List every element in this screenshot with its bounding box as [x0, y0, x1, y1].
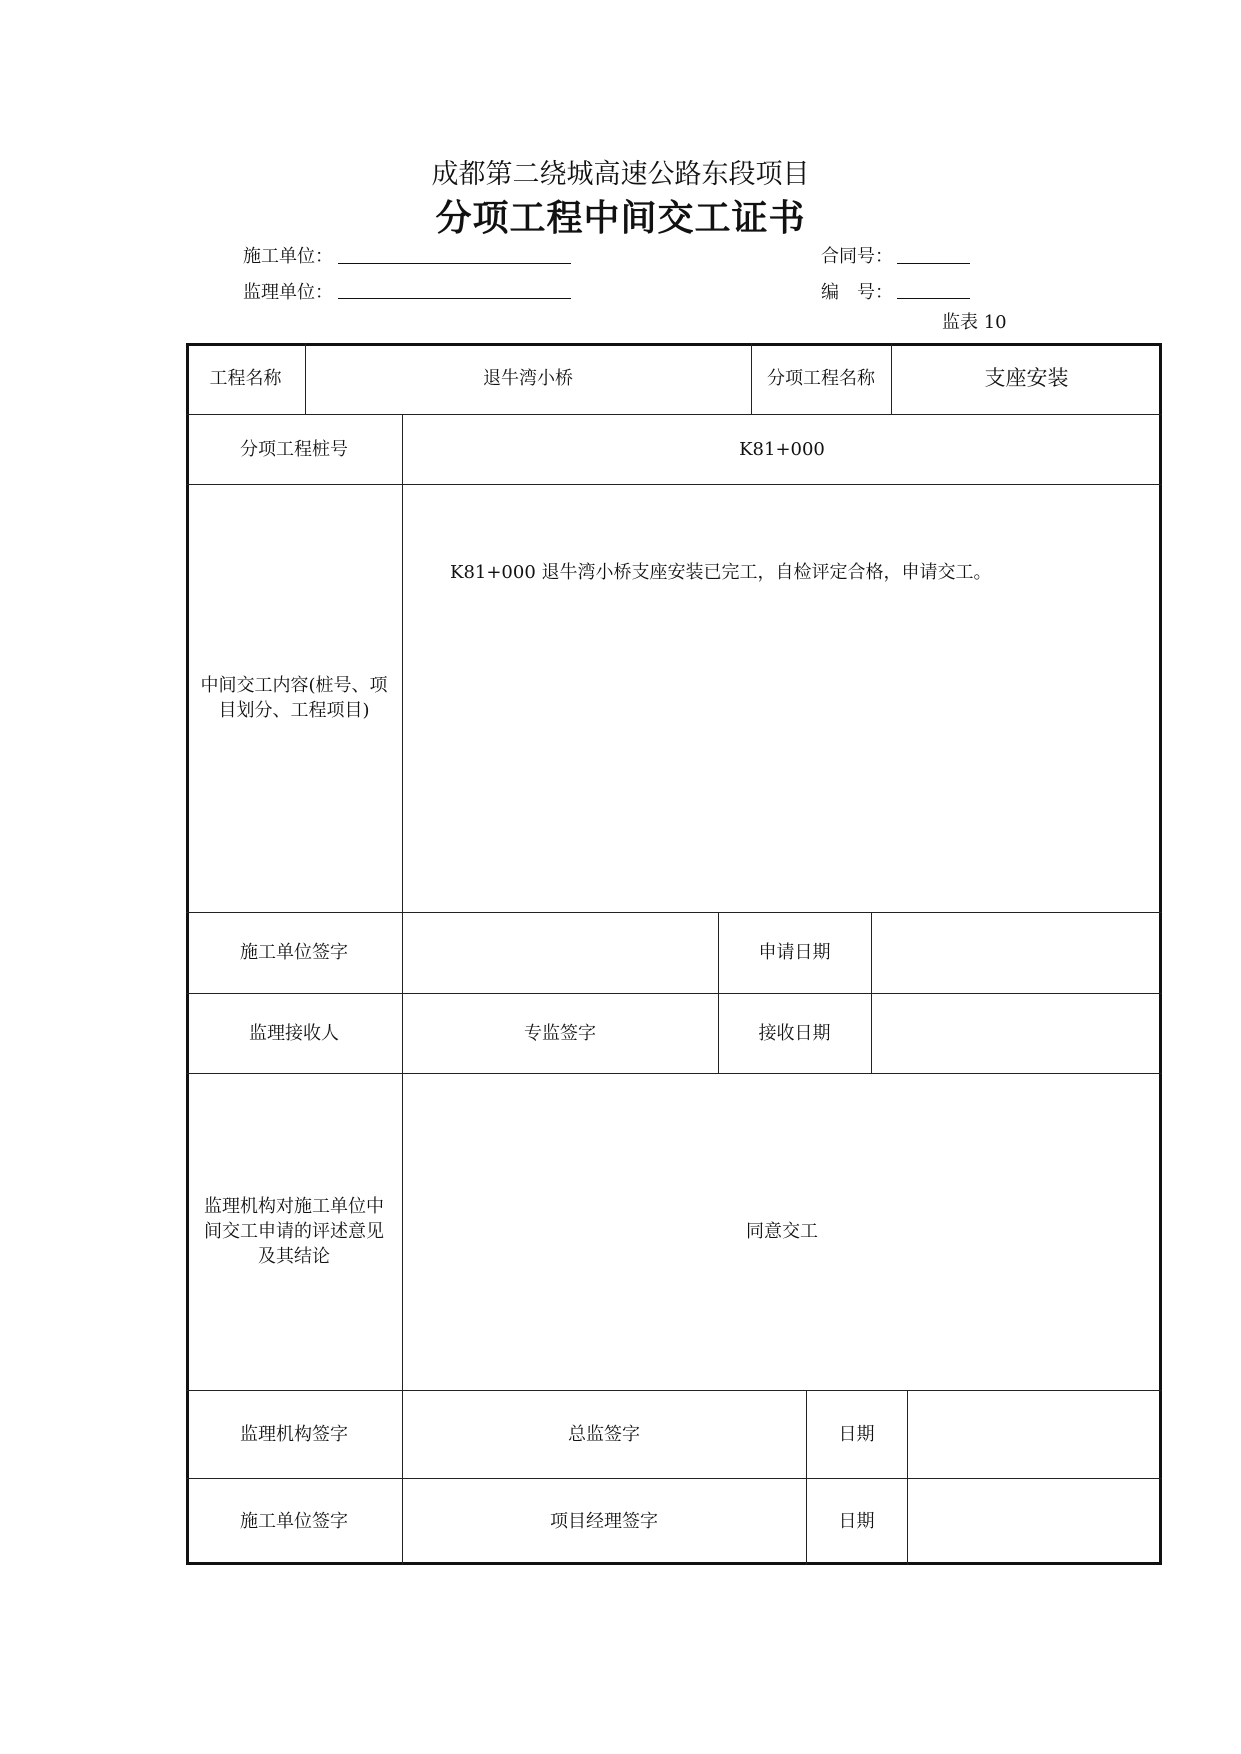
- contractor-sign-label-2: 施工单位签字: [240, 1511, 348, 1532]
- contractor-sign-field[interactable]: [402, 912, 718, 993]
- receive-date-label: 接收日期: [758, 1022, 831, 1044]
- pm-sign-label: 项目经理签字: [550, 1511, 658, 1532]
- date-label-1: 日期: [838, 1423, 875, 1445]
- subitem-name-label: 分项工程名称: [767, 368, 875, 389]
- receiver-label: 监理接收人: [249, 1022, 339, 1044]
- date-label-2: 日期: [838, 1511, 875, 1532]
- opinion-label: 监理机构对施工单位中间交工申请的评述意见及其结论: [204, 1196, 384, 1267]
- project-name-value[interactable]: 退牛湾小桥: [483, 368, 573, 389]
- opinion-text: 同意交工: [746, 1221, 818, 1242]
- project-name-label: 工程名称: [209, 368, 282, 389]
- supervision-unit-label: 监理单位：: [243, 282, 333, 303]
- supervision-unit-field[interactable]: [338, 298, 571, 299]
- form-number: 监表 10: [942, 312, 1007, 333]
- date-field-1[interactable]: [907, 1390, 1162, 1478]
- supervisor-sign-label: 监理机构签字: [240, 1423, 348, 1445]
- station-label: 分项工程桩号: [240, 438, 348, 460]
- date-field-2[interactable]: [907, 1478, 1162, 1565]
- document-title: 分项工程中间交工证书: [435, 197, 806, 239]
- construction-unit-field[interactable]: [338, 263, 571, 264]
- apply-date-label: 申请日期: [758, 942, 831, 963]
- construction-unit-label: 施工单位：: [243, 246, 333, 267]
- contract-no-label: 合同号：: [821, 246, 893, 267]
- serial-no-field[interactable]: [897, 298, 970, 299]
- apply-date-field[interactable]: [871, 912, 1162, 993]
- chief-sign-label: 总监签字: [568, 1423, 640, 1445]
- subitem-name-value[interactable]: 支座安装: [984, 366, 1069, 390]
- serial-no-label: 编 号：: [821, 282, 893, 303]
- station-value[interactable]: K81+000: [739, 438, 825, 460]
- contract-no-field[interactable]: [897, 263, 970, 264]
- specialist-sign-label: 专监签字: [524, 1022, 596, 1044]
- handover-content-label: 中间交工内容(桩号、项目划分、工程项目): [200, 675, 388, 721]
- receive-date-field[interactable]: [871, 993, 1162, 1073]
- contractor-sign-label: 施工单位签字: [240, 942, 348, 963]
- project-name-heading: 成都第二绕城高速公路东段项目: [431, 159, 810, 190]
- opinion-value[interactable]: [402, 1073, 1162, 1390]
- handover-content-value[interactable]: K81+000 退牛湾小桥支座安装已完工，自检评定合格，申请交工。: [450, 562, 992, 583]
